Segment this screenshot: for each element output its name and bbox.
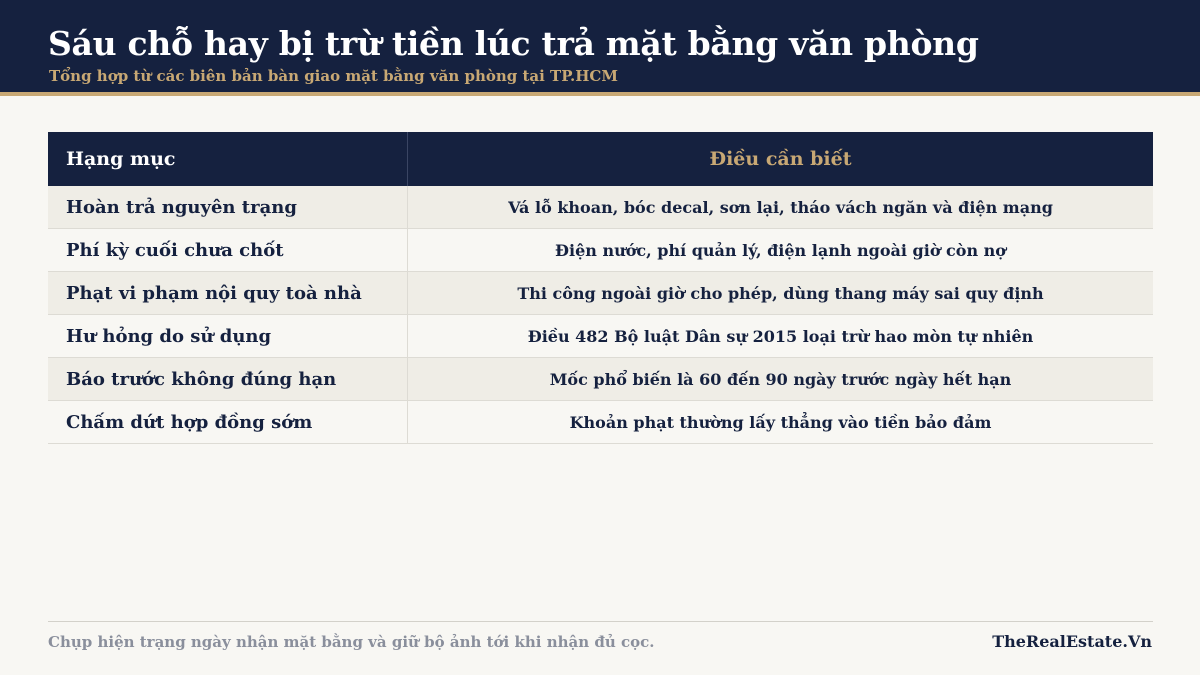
page-subtitle: Tổng hợp từ các biên bản bàn giao mặt bằng văn phòng tại TP.HCM bbox=[49, 67, 618, 85]
table-header bbox=[48, 132, 1153, 186]
row-category: Phạt vi phạm nội quy toà nhà bbox=[48, 272, 408, 314]
header-banner bbox=[0, 0, 1200, 96]
row-category: Hư hỏng do sử dụng bbox=[48, 315, 408, 357]
row-note: Mốc phổ biến là 60 đến 90 ngày trước ngày hết hạn bbox=[549, 369, 1012, 389]
info-table bbox=[48, 132, 1153, 444]
row-note: Thi công ngoài giờ cho phép, dùng thang máy sai quy định bbox=[517, 283, 1044, 303]
table-row bbox=[48, 186, 1153, 229]
table-row bbox=[48, 401, 1153, 444]
row-note: Điện nước, phí quản lý, điện lạnh ngoài giờ còn nợ bbox=[555, 240, 1006, 260]
row-category: Phí kỳ cuối chưa chốt bbox=[48, 229, 408, 271]
brand-name: TheRealEstate.Vn bbox=[992, 632, 1152, 651]
footer-note: Chụp hiện trạng ngày nhận mặt bằng và giữ bộ ảnh tới khi nhận đủ cọc. bbox=[48, 633, 655, 651]
row-note: Vá lỗ khoan, bóc decal, sơn lại, tháo vách ngăn và điện mạng bbox=[508, 197, 1053, 217]
row-category: Hoàn trả nguyên trạng bbox=[48, 186, 408, 228]
footer-divider bbox=[48, 621, 1153, 622]
column-header-category: Hạng mục bbox=[48, 132, 408, 186]
table-row bbox=[48, 229, 1153, 272]
row-note: Khoản phạt thường lấy thẳng vào tiền bảo đảm bbox=[569, 412, 992, 432]
column-header-notes: Điều cần biết bbox=[709, 148, 852, 170]
table-row bbox=[48, 315, 1153, 358]
table-row bbox=[48, 358, 1153, 401]
row-note: Điều 482 Bộ luật Dân sự 2015 loại trừ hao mòn tự nhiên bbox=[527, 326, 1034, 346]
page-title: Sáu chỗ hay bị trừ tiền lúc trả mặt bằng văn phòng bbox=[48, 24, 979, 63]
row-category: Chấm dứt hợp đồng sớm bbox=[48, 401, 408, 443]
row-category: Báo trước không đúng hạn bbox=[48, 358, 408, 400]
table-row bbox=[48, 272, 1153, 315]
